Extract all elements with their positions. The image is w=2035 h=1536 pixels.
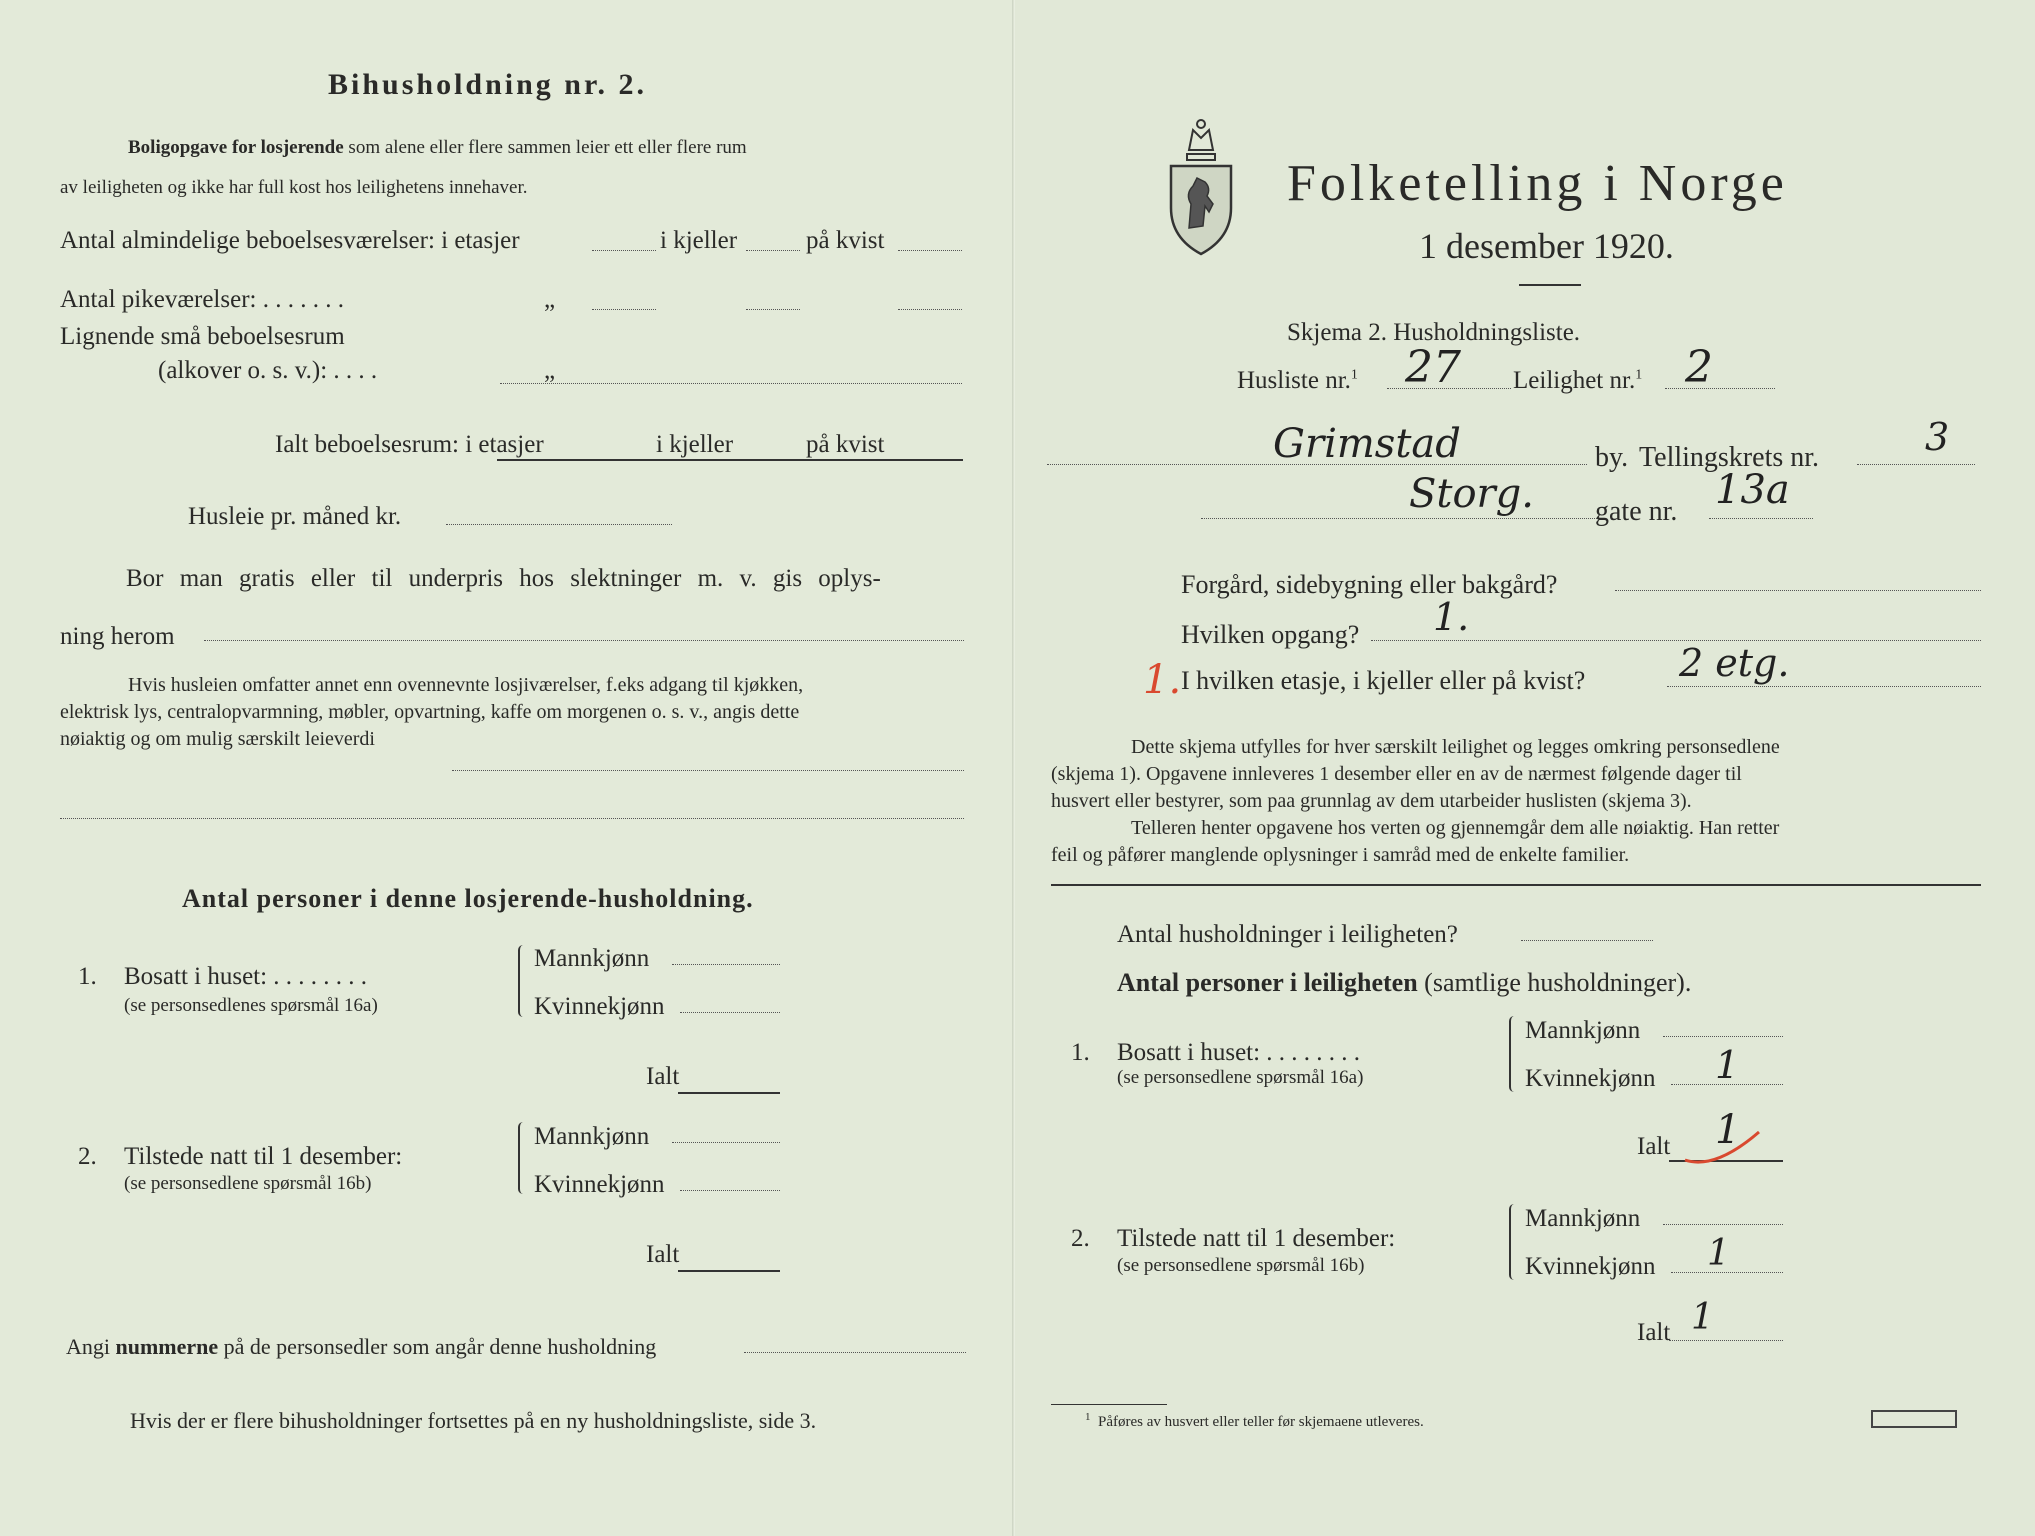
r-tilstede-label: Tilstede natt til 1 desember: — [1117, 1225, 1396, 1252]
tellingskrets-value: 3 — [1925, 415, 1950, 459]
gate-label: gate nr. — [1595, 496, 1678, 527]
bosatt-mann-label: Mannkjønn — [534, 945, 650, 972]
bosatt-label: Bosatt i huset: . . . . . . . . — [124, 963, 368, 990]
hvis-paragraph: Hvis husleien omfatter annet enn ovennevnte losjiværelser, f.eks adgang til kjøkken, elektrisk lys, centralopvarmning, møbler, opvartning, kaffe om morgenen o. s. v., angis dette nøiaktig og om mulig særskilt leieverdi — [60, 674, 804, 750]
r-bosatt-number: 1. — [1071, 1039, 1090, 1066]
footnote: $^1$ Påføres av husvert eller teller før skjemaene utleveres. — [1085, 1411, 1424, 1430]
lignende-label-1: Lignende små beboelsesrum — [60, 323, 345, 350]
right-page — [1015, 0, 2035, 1536]
tilstede-number: 2. — [78, 1143, 97, 1170]
folketelling-title: Folketelling i Norge — [1287, 155, 1788, 212]
r-bosatt-kvinne-value: 1 — [1715, 1043, 1740, 1087]
r-tilstede-mann-label: Mannkjønn — [1525, 1205, 1641, 1232]
etasje-red-mark: 1. — [1143, 657, 1182, 703]
norwegian-lion-shield-icon — [1165, 108, 1237, 258]
r-bosatt-kvinne-label: Kvinnekjønn — [1525, 1065, 1656, 1092]
opgang-value: 1. — [1433, 595, 1470, 639]
leilighet-value: 2 — [1685, 342, 1713, 393]
husleie-label: Husleie pr. måned kr. — [188, 503, 402, 530]
antal-personer-heading: Antal personer i leiligheten (samtlige husholdninger). — [1117, 968, 1692, 997]
r-bosatt-mann-label: Mannkjønn — [1525, 1017, 1641, 1044]
lignende-label-2: (alkover o. s. v.): . . . . — [158, 357, 378, 384]
printer-stamp — [1871, 1410, 1957, 1428]
left-page — [0, 0, 1015, 1536]
husliste-label: Husliste nr.$^1$ — [1237, 367, 1358, 394]
red-check-icon — [1681, 1126, 1765, 1172]
r-tilstede-ialt-value: 1 — [1691, 1297, 1714, 1338]
r-tilstede-kvinne-label: Kvinnekjønn — [1525, 1253, 1656, 1280]
tilstede-kvinne-label: Kvinnekjønn — [534, 1171, 665, 1198]
bihusholdning-title: Bihusholdning nr. 2. — [328, 68, 648, 101]
tilstede-mann-label: Mannkjønn — [534, 1123, 650, 1150]
bosatt-number: 1. — [78, 963, 97, 990]
ialt-rooms-label: Ialt beboelsesrum: i etasjer — [275, 431, 544, 458]
r-bosatt-note: (se personsedlene spørsmål 16a) — [1117, 1067, 1364, 1088]
rooms-kjeller-label: i kjeller — [660, 227, 738, 254]
antal-husholdninger-label: Antal husholdninger i leiligheten? — [1117, 921, 1458, 948]
rooms-label: Antal almindelige beboelsesværelser: i etasjer — [60, 227, 520, 254]
etasje-value: 2 etg. — [1679, 641, 1790, 685]
r-tilstede-kvinne-value: 1 — [1707, 1233, 1730, 1274]
persons-heading: Antal personer i denne losjerende-husholdning. — [182, 884, 754, 913]
gate-value: Storg. — [1409, 471, 1534, 517]
pike-ditto: „ — [544, 286, 556, 313]
gratis-line-1: Bor man gratis eller til underpris hos slektninger m. v. gis oplys- — [126, 565, 881, 592]
tilstede-ialt-label: Ialt — [646, 1241, 680, 1268]
r-bosatt-label: Bosatt i huset: . . . . . . . . — [1117, 1039, 1361, 1066]
tilstede-label: Tilstede natt til 1 desember: — [124, 1143, 403, 1170]
lignende-ditto: „ — [544, 357, 556, 384]
by-value: Grimstad — [1273, 421, 1461, 467]
r-tilstede-number: 2. — [1071, 1225, 1090, 1252]
ialt-kvist-label: på kvist — [806, 431, 885, 458]
r-tilstede-note: (se personsedlene spørsmål 16b) — [1117, 1255, 1365, 1276]
ialt-kjeller-label: i kjeller — [656, 431, 734, 458]
gratis-line-2: ning herom — [60, 623, 175, 650]
r-bosatt-ialt-label: Ialt — [1637, 1133, 1671, 1160]
intro-line-2: av leiligheten og ikke har full kost hos leilighetens innehaver. — [60, 177, 528, 198]
bosatt-note: (se personsedlenes spørsmål 16a) — [124, 995, 378, 1016]
skjema-label: Skjema 2. Husholdningsliste. — [1287, 319, 1581, 346]
tellingskrets-label: Tellingskrets nr. — [1639, 442, 1820, 473]
r-bosatt-ialt-value: 1 — [1715, 1107, 1741, 1153]
census-date: 1 desember 1920. — [1419, 226, 1674, 266]
bosatt-ialt-label: Ialt — [646, 1063, 680, 1090]
dette-paragraph: Dette skjema utfylles for hver særskilt leilighet og legges omkring personsedlene (skjema 1). Opgavene innleveres 1 desember eller en av de nærmest følgende dager til husvert eller bestyrer, som paa grunnlag av dem utarbeider huslisten (skjema 3). Telleren henter opgavene hos verten og gjennemgår dem alle nøiaktig. Han retter feil og påfører manglende oplysninger i samråd med de enkelte familier. — [1051, 736, 1780, 866]
bosatt-kvinne-label: Kvinnekjønn — [534, 993, 665, 1020]
opgang-label: Hvilken opgang? — [1181, 620, 1360, 649]
leilighet-label: Leilighet nr.$^1$ — [1513, 367, 1643, 394]
by-label: by. — [1595, 442, 1629, 473]
forgaard-label: Forgård, sidebygning eller bakgård? — [1181, 570, 1558, 599]
gate-nr-value: 13a — [1715, 467, 1790, 513]
left-footer: Hvis der er flere bihusholdninger fortsettes på en ny husholdningsliste, side 3. — [130, 1408, 817, 1433]
husliste-value: 27 — [1405, 342, 1461, 393]
angi-line: Angi nummerne på de personsedler som angår denne husholdning — [66, 1334, 657, 1359]
rooms-kvist-label: på kvist — [806, 227, 885, 254]
etasje-label: I hvilken etasje, i kjeller eller på kvist? — [1181, 666, 1586, 695]
intro-line-1: Boligopgave for losjerende som alene eller flere sammen leier ett eller flere rum — [128, 137, 747, 158]
tilstede-note: (se personsedlene spørsmål 16b) — [124, 1173, 372, 1194]
r-tilstede-ialt-label: Ialt — [1637, 1319, 1671, 1346]
pike-label: Antal pikeværelser: . . . . . . . — [60, 286, 344, 313]
